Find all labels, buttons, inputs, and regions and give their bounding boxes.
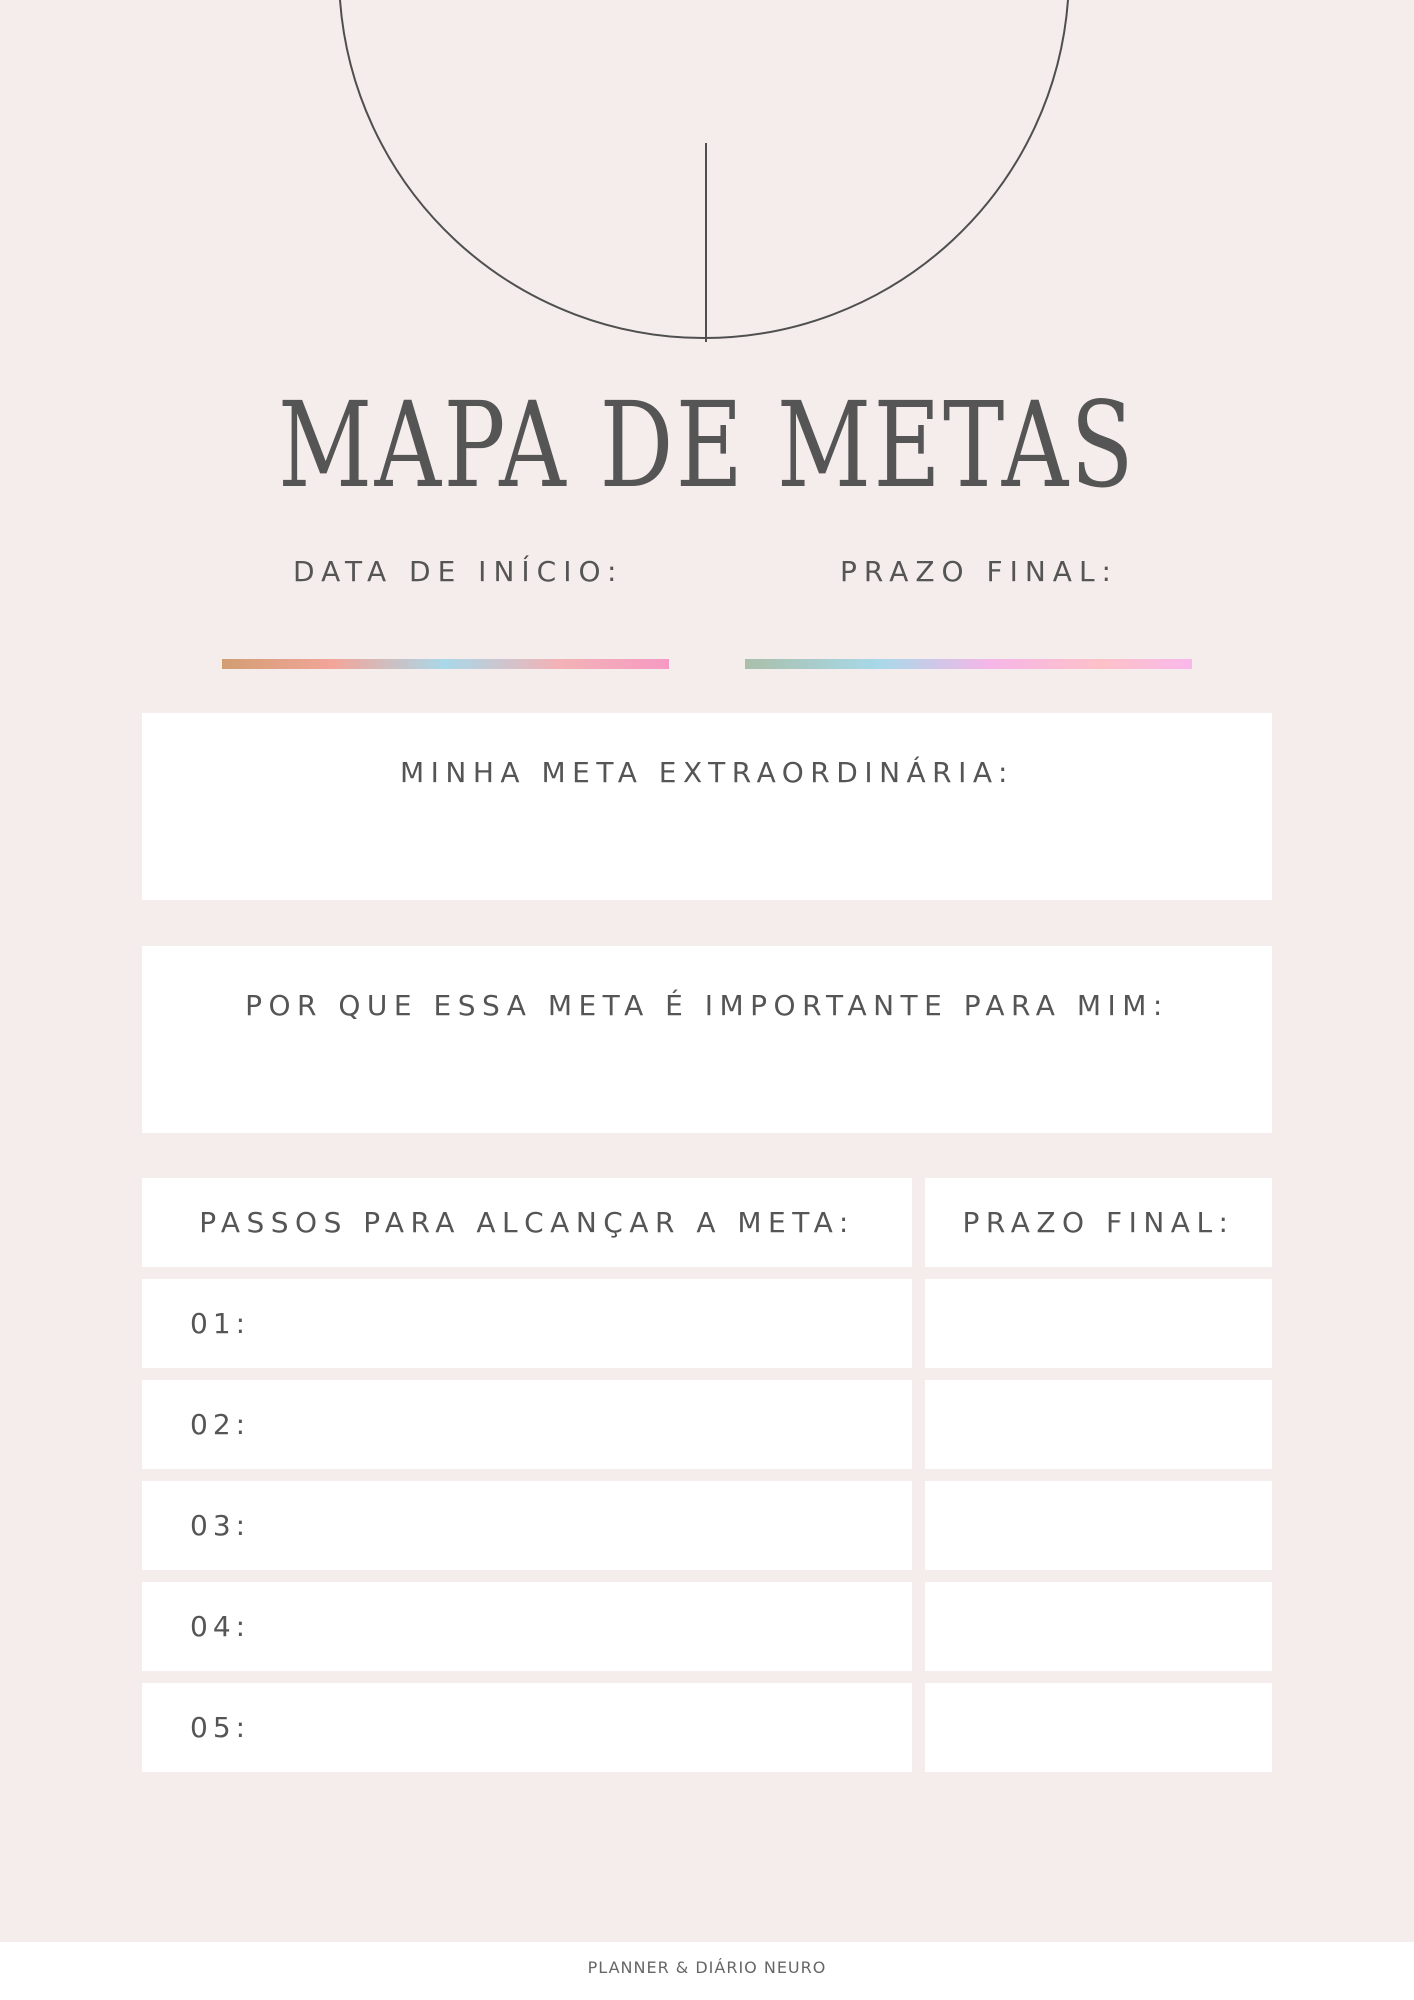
deadline-row-3[interactable] [925,1481,1272,1570]
goal-importance-label: POR QUE ESSA META É IMPORTANTE PARA MIM: [245,989,1169,1022]
end-date-label: PRAZO FINAL: [840,555,1118,588]
deadline-row-1[interactable] [925,1279,1272,1368]
step-number-4: 04: [190,1610,251,1643]
step-number-5: 05: [190,1711,251,1744]
start-date-input-line[interactable] [222,659,669,669]
step-row-1[interactable] [142,1279,912,1368]
extraordinary-goal-label: MINHA META EXTRAORDINÁRIA: [400,756,1014,789]
step-row-3[interactable] [142,1481,912,1570]
start-date-label: DATA DE INÍCIO: [293,555,624,588]
goal-importance-box[interactable] [142,946,1272,1133]
extraordinary-goal-box[interactable] [142,713,1272,900]
page-title: MAPA DE METAS [278,376,1136,514]
step-row-5[interactable] [142,1683,912,1772]
step-row-4[interactable] [142,1582,912,1671]
steps-header-cell [142,1178,912,1267]
deadline-header-label: PRAZO FINAL: [962,1206,1235,1239]
step-number-2: 02: [190,1408,251,1441]
header-decoration [0,0,1414,360]
deadline-row-2[interactable] [925,1380,1272,1469]
decorative-arc [340,0,1068,338]
step-number-3: 03: [190,1509,251,1542]
deadline-header-cell [925,1178,1272,1267]
end-date-input-line[interactable] [745,659,1192,669]
deadline-row-5[interactable] [925,1683,1272,1772]
step-row-2[interactable] [142,1380,912,1469]
step-number-1: 01: [190,1307,251,1340]
steps-header-label: PASSOS PARA ALCANÇAR A META: [199,1206,855,1239]
footer-branding: PLANNER & DIÁRIO NEURO [0,1942,1414,2000]
deadline-row-4[interactable] [925,1582,1272,1671]
